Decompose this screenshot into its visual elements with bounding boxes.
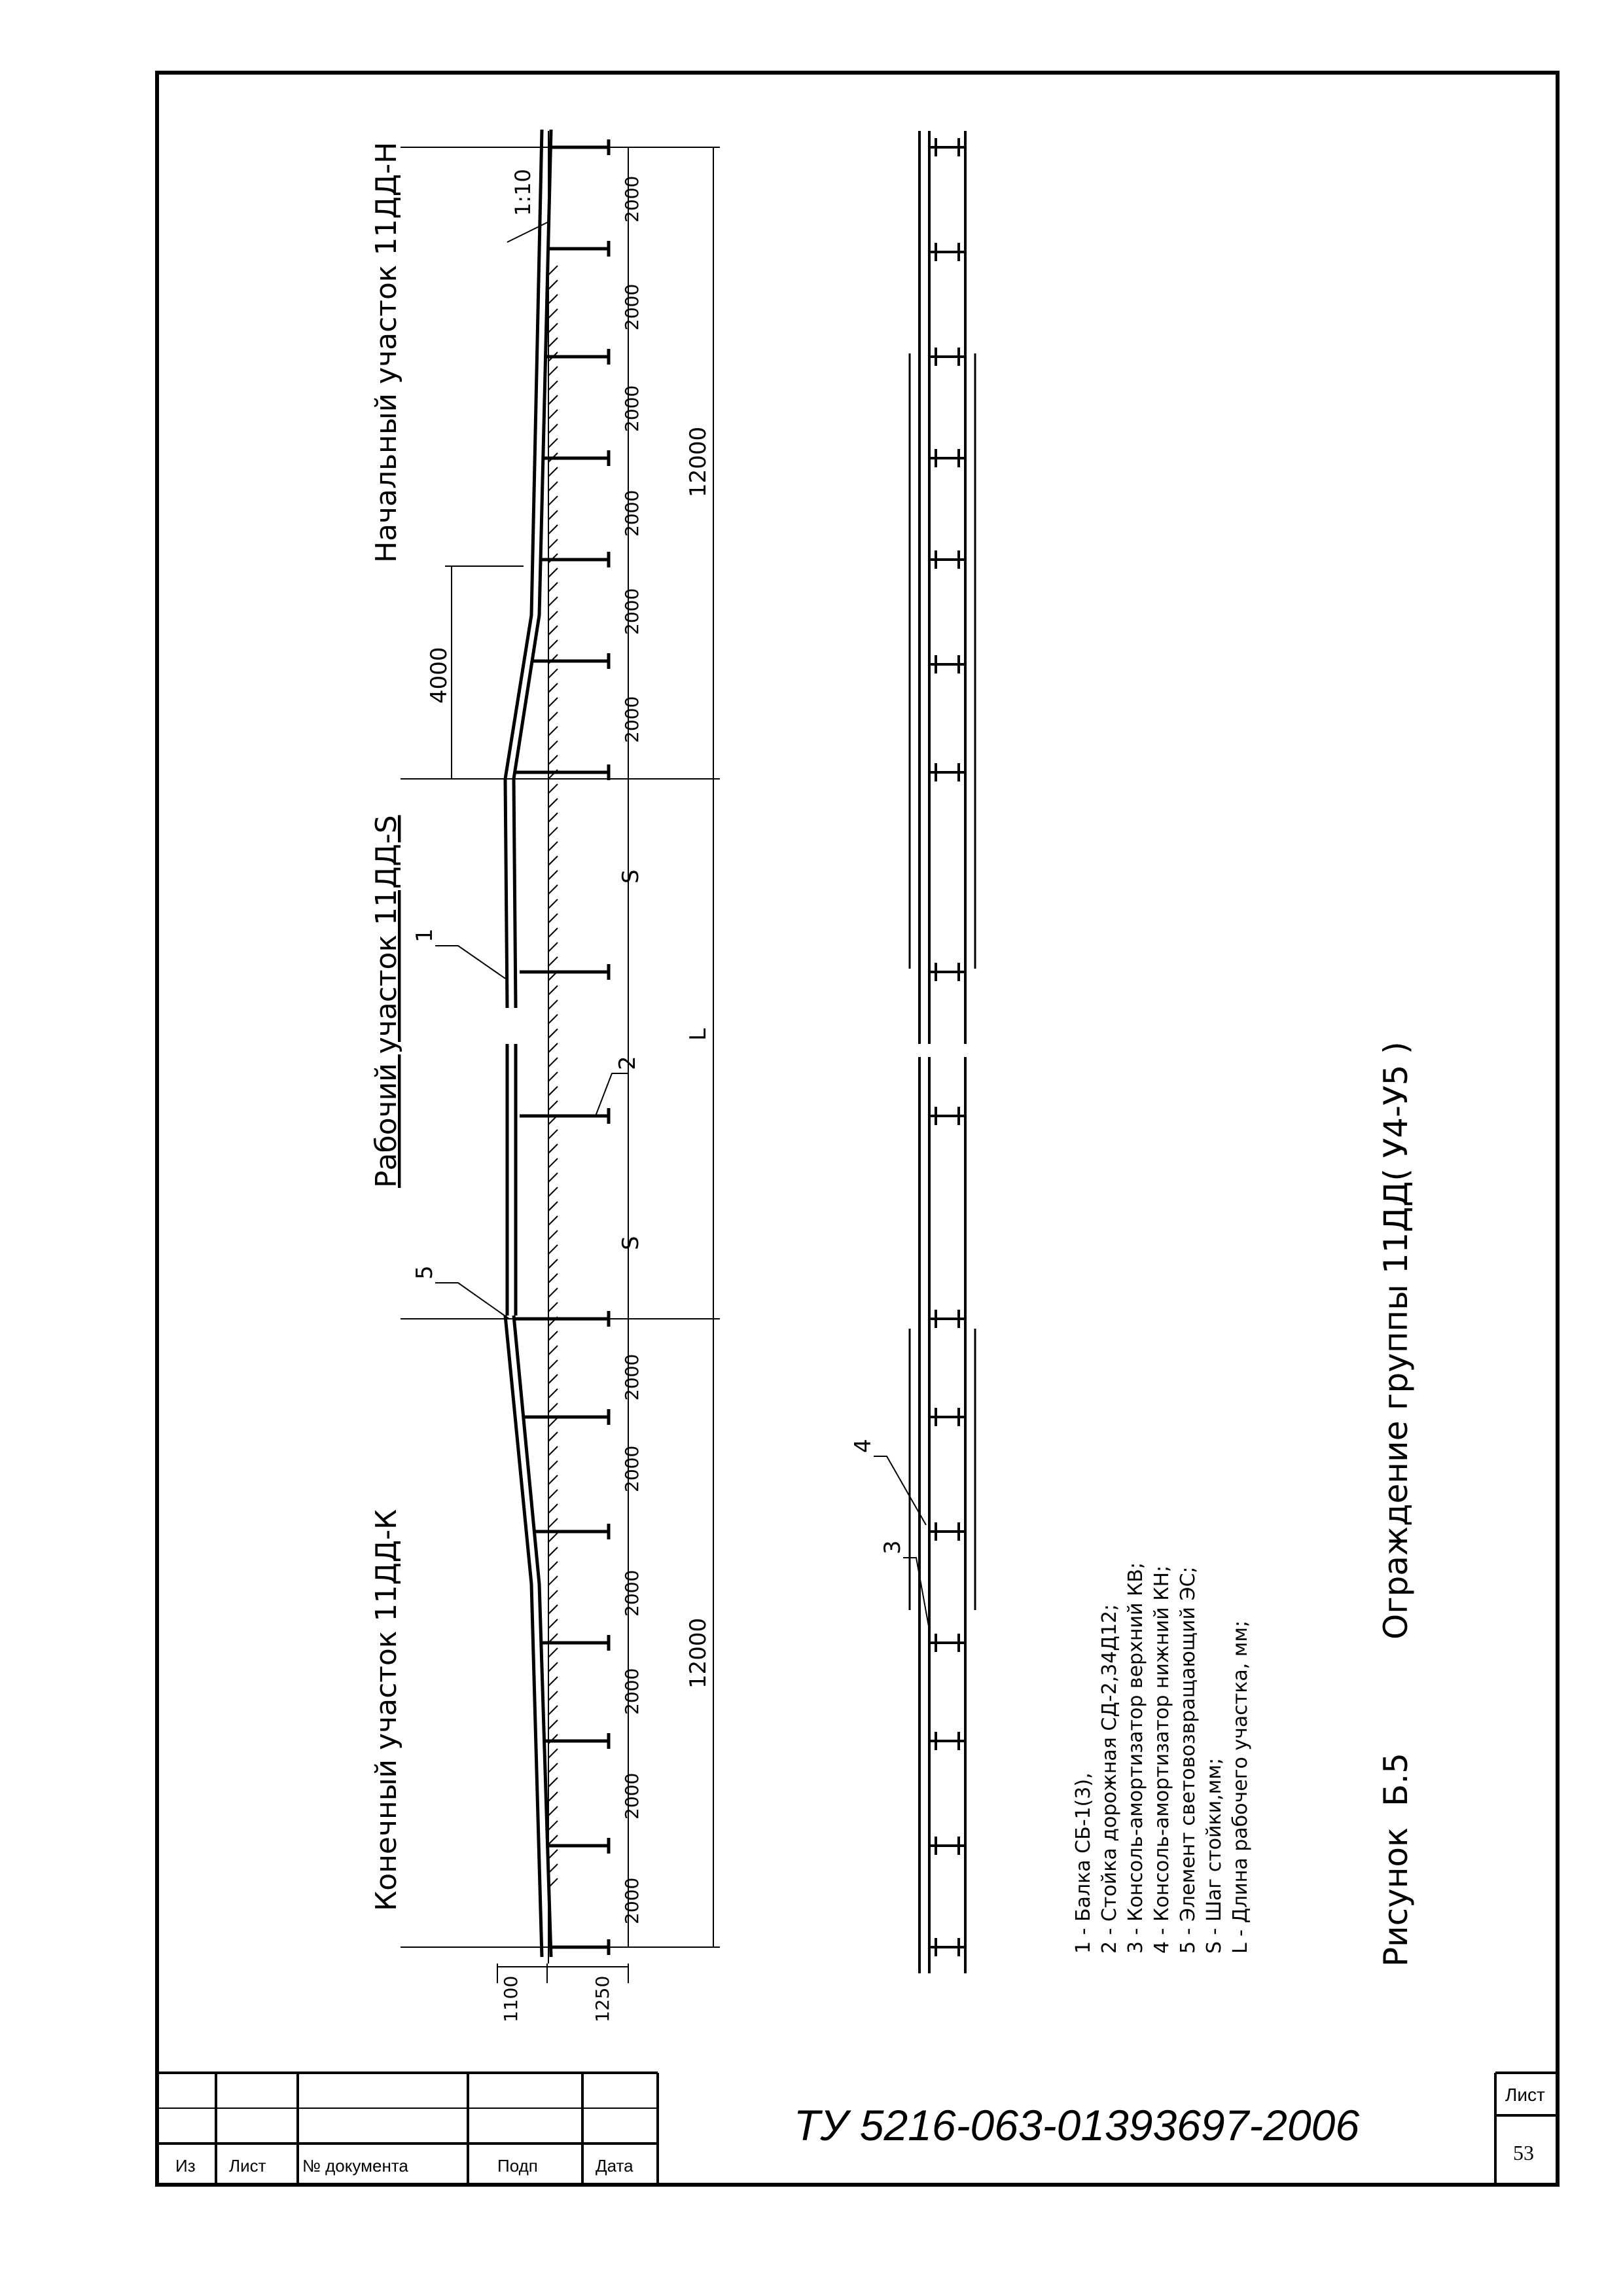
callout-1: 1 — [412, 928, 438, 942]
legend-line-6: S - Шаг стойки,мм; — [1203, 1757, 1226, 1954]
stamp-col-iz: Из — [175, 2156, 196, 2176]
slope-label: 1:10 — [510, 169, 535, 216]
dim-12000-top: 12000 — [685, 426, 711, 497]
callout-3: 3 — [880, 1540, 906, 1554]
beam-start-upper — [505, 130, 542, 1008]
dim-2000-11: 2000 — [621, 1772, 643, 1820]
dim-2000-4: 2000 — [621, 490, 643, 537]
legend-line-5: 5 - Элемент световозвращающий ЭС; — [1177, 1566, 1200, 1954]
stamp-sheet-number: 53 — [1513, 2141, 1534, 2164]
legend-line-2: 2 - Стойка дорожная СД-2,34Д12; — [1098, 1604, 1121, 1954]
callout-5: 5 — [412, 1265, 438, 1280]
dim-2000-1: 2000 — [621, 175, 643, 223]
dim-4000: 4000 — [426, 647, 452, 704]
figure-number: Рисунок Б.5 — [1377, 1752, 1415, 1967]
stamp-doc-code: ТУ 5216-063-01393697-2006 — [793, 2101, 1360, 2149]
callout-2: 2 — [615, 1056, 641, 1070]
sheet-frame — [157, 73, 1558, 2185]
dim-1250: 1250 — [592, 1975, 613, 2022]
legend-line-1: 1 - Балка СБ-1(3), — [1072, 1772, 1095, 1954]
dim-2000-7: 2000 — [621, 1354, 643, 1401]
legend-line-4: 4 - Консоль-амортизатор нижний КН; — [1150, 1565, 1173, 1954]
dim-l: L — [685, 1028, 711, 1041]
plan-posts — [929, 138, 965, 1962]
callout-4: 4 — [850, 1439, 876, 1453]
dim-2000-5: 2000 — [621, 588, 643, 635]
dim-2000-9: 2000 — [621, 1570, 643, 1617]
dim-2000-10: 2000 — [621, 1668, 643, 1715]
stamp-col-list: Лист — [229, 2156, 266, 2176]
dim-12000-bottom: 12000 — [685, 1617, 711, 1689]
stamp-sheet-label: Лист — [1505, 2085, 1545, 2105]
plan-view — [874, 131, 975, 1973]
dim-s-1: S — [618, 869, 644, 884]
elevation-view — [401, 130, 720, 1983]
dim-2000-12: 2000 — [621, 1877, 643, 1924]
legend-line-3: 3 - Консоль-амортизатор верхний КВ; — [1124, 1562, 1147, 1954]
legend-line-7: L - Длина рабочего участка, мм; — [1229, 1620, 1252, 1954]
title-work-section: Рабочий участок 11ДД-S — [370, 815, 403, 1188]
dim-s-2: S — [618, 1236, 644, 1250]
dim-1100: 1100 — [500, 1975, 522, 2022]
dim-2000-6: 2000 — [621, 696, 643, 743]
posts — [514, 139, 609, 1955]
stamp-col-doc: № документа — [302, 2156, 408, 2176]
title-start-section: Начальный участок 11ДД-Н — [370, 141, 403, 563]
dim-2000-2: 2000 — [621, 283, 643, 331]
stamp-col-data: Дата — [596, 2156, 633, 2176]
title-end-section: Конечный участок 11ДД-К — [370, 1509, 403, 1911]
stamp-col-podp: Подп — [497, 2156, 538, 2176]
dim-2000-8: 2000 — [621, 1445, 643, 1492]
figure-caption: Ограждение группы 11ДД( У4-У5 ) — [1377, 1041, 1415, 1640]
dim-2000-3: 2000 — [621, 385, 643, 432]
